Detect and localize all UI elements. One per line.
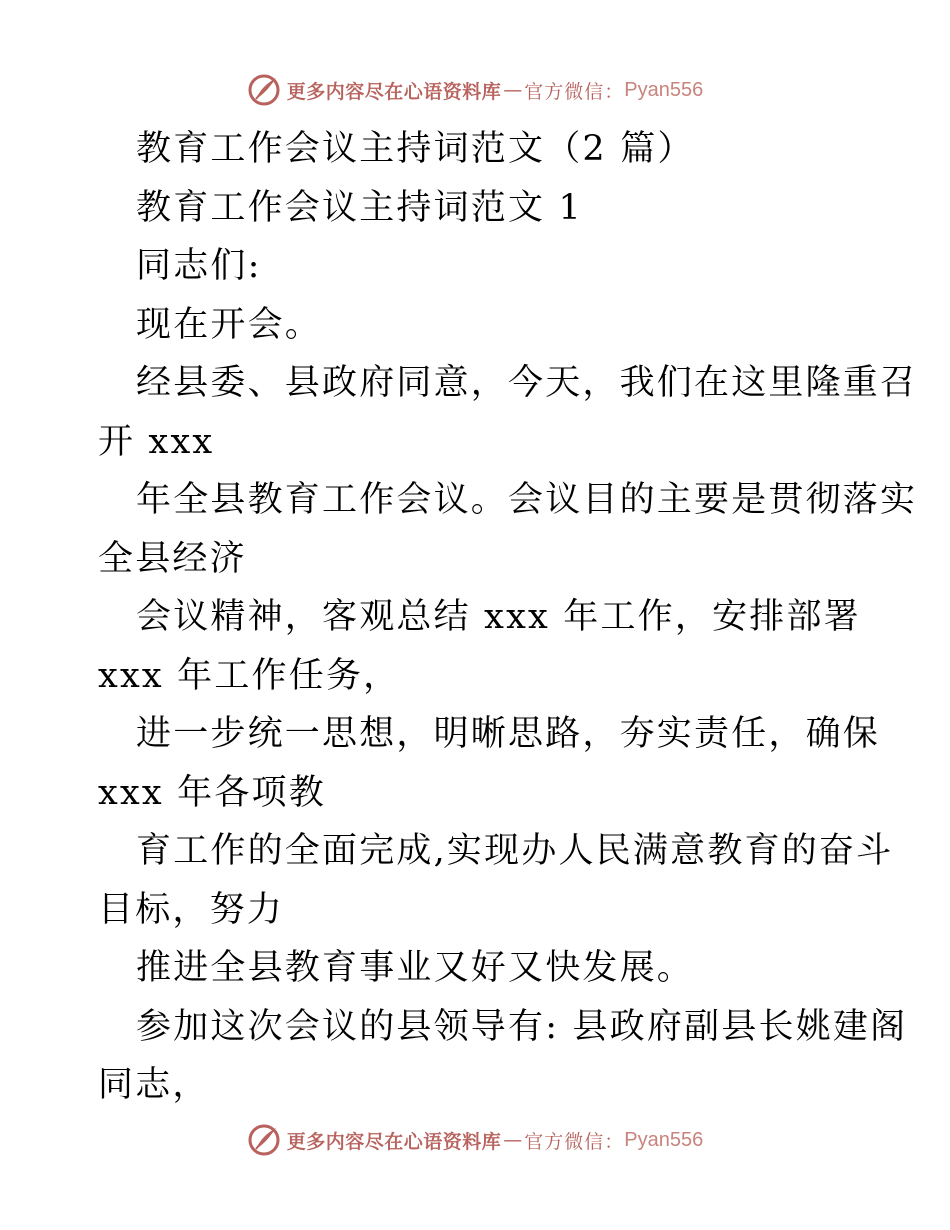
watermark-account: Pyan556	[624, 78, 704, 101]
text-line: 全县经济	[98, 538, 247, 579]
text-line: 教育工作会议主持词范文 1	[136, 187, 583, 228]
text-line: 年全县教育工作会议。会议目的主要是贯彻落实	[136, 480, 918, 520]
text-line: 育工作的全面完成,实现办人民满意教育的奋斗	[136, 831, 894, 871]
watermark-separator: —	[503, 79, 523, 101]
text-line: 教育工作会议主持词范文（2 篇）	[136, 129, 695, 169]
watermark-label: 官方微信：	[524, 80, 625, 103]
text-line: xxx 年各项教	[98, 772, 326, 813]
text-line: 同志，	[98, 1065, 210, 1105]
text-line: 开 xxx	[98, 421, 215, 462]
text-line: 同志们:	[136, 246, 262, 286]
footer-watermark	[0, 1120, 950, 1160]
text-line: 目标，努力	[98, 889, 285, 930]
text-line: 经县委、县政府同意，今天，我们在这里隆重召	[136, 363, 918, 403]
watermark-label: 官方微信：	[524, 1130, 625, 1153]
quill-logo-icon	[247, 1123, 281, 1157]
text-line: 推进全县教育事业又好又快发展。	[136, 948, 695, 988]
text-line: 进一步统一思想，明晰思路，夯实责任，确保	[136, 714, 881, 754]
document-body	[98, 120, 918, 1115]
watermark-separator: —	[503, 1129, 523, 1151]
text-line: xxx 年工作任务，	[98, 655, 401, 696]
watermark-brand-text: 更多内容尽在心语资料库	[286, 1130, 502, 1153]
header-watermark	[0, 70, 950, 110]
watermark-account: Pyan556	[624, 1128, 704, 1151]
quill-logo-icon	[247, 73, 281, 107]
text-line: 会议精神，客观总结 xxx 年工作，安排部署	[136, 597, 861, 637]
text-line: 现在开会。	[136, 304, 323, 345]
text-line: 参加这次会议的县领导有: 县政府副县长姚建阁	[136, 1006, 908, 1047]
watermark-brand-text: 更多内容尽在心语资料库	[286, 80, 502, 103]
